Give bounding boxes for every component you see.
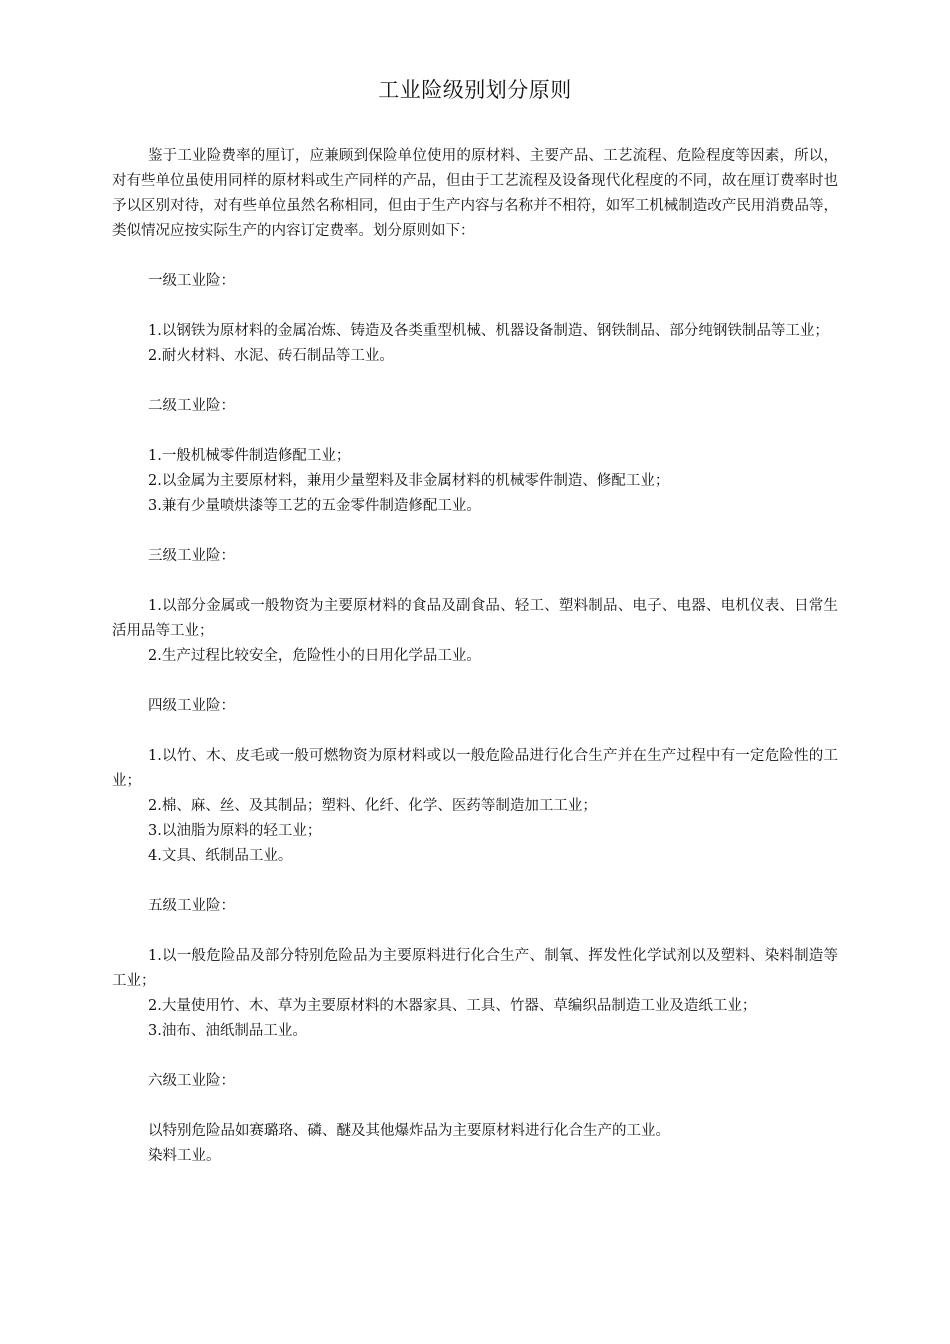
level-items xyxy=(112,319,838,369)
list-item: 1.一般机械零件制造修配工业； xyxy=(148,448,351,464)
list-item: 2.以金属为主要原材料，兼用少量塑料及非金属材料的机械零件制造、修配工业； xyxy=(148,473,670,489)
level-section-5 xyxy=(112,894,838,1044)
level-heading: 五级工业险： xyxy=(148,898,235,914)
list-item: 1.以钢铁为原材料的金属冶炼、铸造及各类重型机械、机器设备制造、钢铁制品、部分纯钢铁制品等工业； xyxy=(148,323,829,339)
list-item: 染料工业。 xyxy=(148,1148,221,1164)
level-items xyxy=(112,744,838,869)
list-item: 3.兼有少量喷烘漆等工艺的五金零件制造修配工业。 xyxy=(148,498,481,514)
level-heading: 三级工业险： xyxy=(148,548,235,564)
level-section-2 xyxy=(112,394,838,519)
list-item: 1.以部分金属或一般物资为主要原材料的食品及副食品、轻工、塑料制品、电子、电器、电机仪表、日常生活用品等工业； xyxy=(112,598,838,639)
list-item: 2.生产过程比较安全，危险性小的日用化学品工业。 xyxy=(148,648,481,664)
document-body xyxy=(112,144,838,1169)
list-item: 4.文具、纸制品工业。 xyxy=(148,848,293,864)
intro-paragraph: 鉴于工业险费率的厘订，应兼顾到保险单位使用的原材料、主要产品、工艺流程、危险程度等因素，所以，对有些单位虽使用同样的原材料或生产同样的产品，但由于工艺流程及设备现代化程度的不同，故在厘订费率时也予以区别对待，对有些单位虽然名称相同，但由于生产内容与名称并不相符，如军工机械制造改产民用消费品等，类似情况应按实际生产的内容订定费率。划分原则如下： xyxy=(112,148,838,239)
level-items xyxy=(112,944,838,1044)
level-section-4 xyxy=(112,694,838,869)
list-item: 2.大量使用竹、木、草为主要原材料的木器家具、工具、竹器、草编织品制造工业及造纸工业； xyxy=(148,998,757,1014)
list-item: 1.以一般危险品及部分特别危险品为主要原料进行化合生产、制氧、挥发性化学试剂以及塑料、染料制造等工业； xyxy=(112,948,838,989)
level-section-3 xyxy=(112,544,838,669)
level-heading: 六级工业险： xyxy=(148,1073,235,1089)
list-item: 2.耐火材料、水泥、砖石制品等工业。 xyxy=(148,348,394,364)
list-item: 3.以油脂为原料的轻工业； xyxy=(148,823,322,839)
level-items xyxy=(112,444,838,519)
list-item: 以特别危险品如赛璐珞、磷、醚及其他爆炸品为主要原材料进行化合生产的工业。 xyxy=(148,1123,670,1139)
level-section-1 xyxy=(112,269,838,369)
list-item: 2.棉、麻、丝、及其制品；塑料、化纤、化学、医药等制造加工工业； xyxy=(148,798,597,814)
list-item: 1.以竹、木、皮毛或一般可燃物资为原材料或以一般危险品进行化合生产并在生产过程中有一定危险性的工业； xyxy=(112,748,838,789)
level-items xyxy=(112,594,838,669)
level-section-6 xyxy=(112,1069,838,1169)
list-item: 3.油布、油纸制品工业。 xyxy=(148,1023,307,1039)
page-title: 工业险级别划分原则 xyxy=(378,78,572,102)
level-heading: 四级工业险： xyxy=(148,698,235,714)
level-heading: 一级工业险： xyxy=(148,273,235,289)
level-items xyxy=(112,1119,838,1169)
level-heading: 二级工业险： xyxy=(148,398,235,414)
